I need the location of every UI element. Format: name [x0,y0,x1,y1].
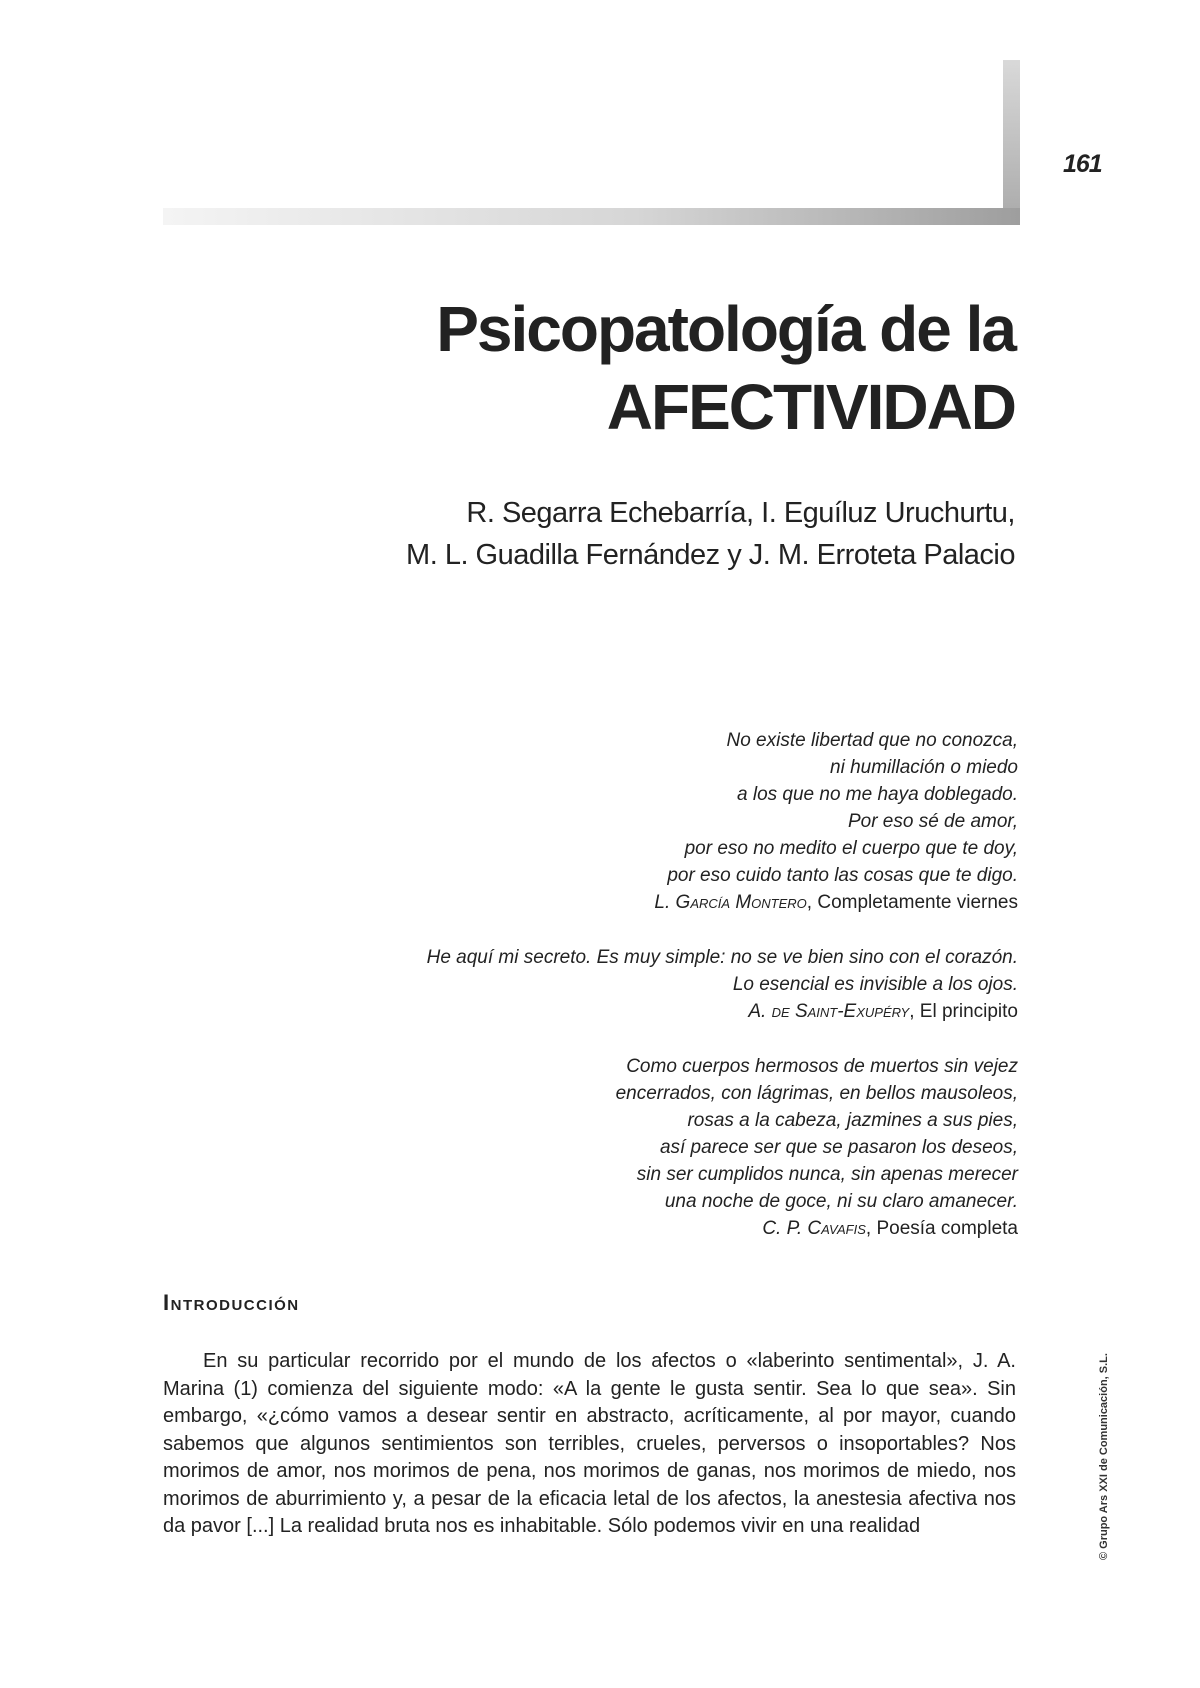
header-decoration-post [1003,60,1020,225]
epigraph [318,1053,1018,1242]
authors-line-2: M. L. Guadilla Fernández y J. M. Erroteta Palacio [406,539,1015,571]
authors-line-1: R. Segarra Echebarría, I. Eguíluz Uruchurtu, [466,497,1015,529]
chapter-authors [406,492,1015,576]
epigraph-verse: rosas a la cabeza, jazmines a sus pies, [687,1110,1018,1131]
epigraph-verse: No existe libertad que no conozca, [726,730,1018,751]
epigraph-attribution: A. de Saint-Exupéry, El principito [748,1001,1018,1022]
epigraph-work: Poesía completa [876,1218,1018,1239]
epigraph-verse: por eso cuido tanto las cosas que te digo. [667,865,1018,886]
epigraph-attribution: C. P. Cavafis, Poesía completa [762,1218,1018,1239]
epigraph-verse: Lo esencial es invisible a los ojos. [732,974,1018,995]
epigraph-verse: Por eso sé de amor, [847,811,1018,832]
copyright-text: © Grupo Ars XXI de Comunicación, S.L. [1098,1353,1110,1560]
epigraphs [318,727,1018,1270]
epigraph-verse: Como cuerpos hermosos de muertos sin vejez [626,1056,1018,1077]
header-decoration-bar [163,208,1020,225]
chapter-title [436,290,1015,446]
epigraph [318,944,1018,1025]
epigraph-work: El principito [919,1001,1018,1022]
page-number: 161 [1063,150,1102,178]
body-paragraph: En su particular recorrido por el mundo de los afectos o «laberinto sentimental», J. A. Marina (1) comienza del siguiente modo: «A la gente le gusta sentir. Sea lo que sea». Sin embargo, «¿cómo vamos a desear sentir en abstracto, acríticamente, al por mayor, cuando sabemos que algunos sentimientos son terribles, crueles, perversos o insoportables? Nos morimos de amor, nos morimos de pena, nos morimos de ganas, nos morimos de miedo, nos morimos de aburrimiento y, a pesar de la eficacia letal de los afectos, la anestesia afectiva nos da pavor [...] La realidad bruta nos es inhabitable. Sólo podemos vivir en una realidad [163,1350,1016,1537]
epigraph-work: Completamente viernes [817,892,1018,913]
epigraph-author: A. de Saint-Exupéry [748,1001,910,1022]
epigraph-author: L. García Montero [654,892,807,913]
epigraph-attribution: L. García Montero, Completamente viernes [654,892,1018,913]
epigraph-author: C. P. Cavafis [762,1218,866,1239]
epigraph-verse: así parece ser que se pasaron los deseos, [659,1137,1018,1158]
epigraph-verse: por eso no medito el cuerpo que te doy, [684,838,1018,859]
chapter-title-line-2: AFECTIVIDAD [606,371,1015,443]
epigraph [318,727,1018,916]
chapter-title-line-1: Psicopatología de la [436,293,1015,365]
epigraph-verse: sin ser cumplidos nunca, sin apenas merecer [636,1164,1018,1185]
epigraph-verse: a los que no me haya doblegado. [737,784,1018,805]
section-heading: Introducción [163,1290,300,1315]
epigraph-verse: una noche de goce, ni su claro amanecer. [664,1191,1018,1212]
copyright-notice [1098,1353,1118,1560]
epigraph-verse: ni humillación o miedo [830,757,1018,778]
epigraph-verse: encerrados, con lágrimas, en bellos mausoleos, [615,1083,1018,1104]
epigraph-verse: He aquí mi secreto. Es muy simple: no se ve bien sino con el corazón. [426,947,1018,968]
